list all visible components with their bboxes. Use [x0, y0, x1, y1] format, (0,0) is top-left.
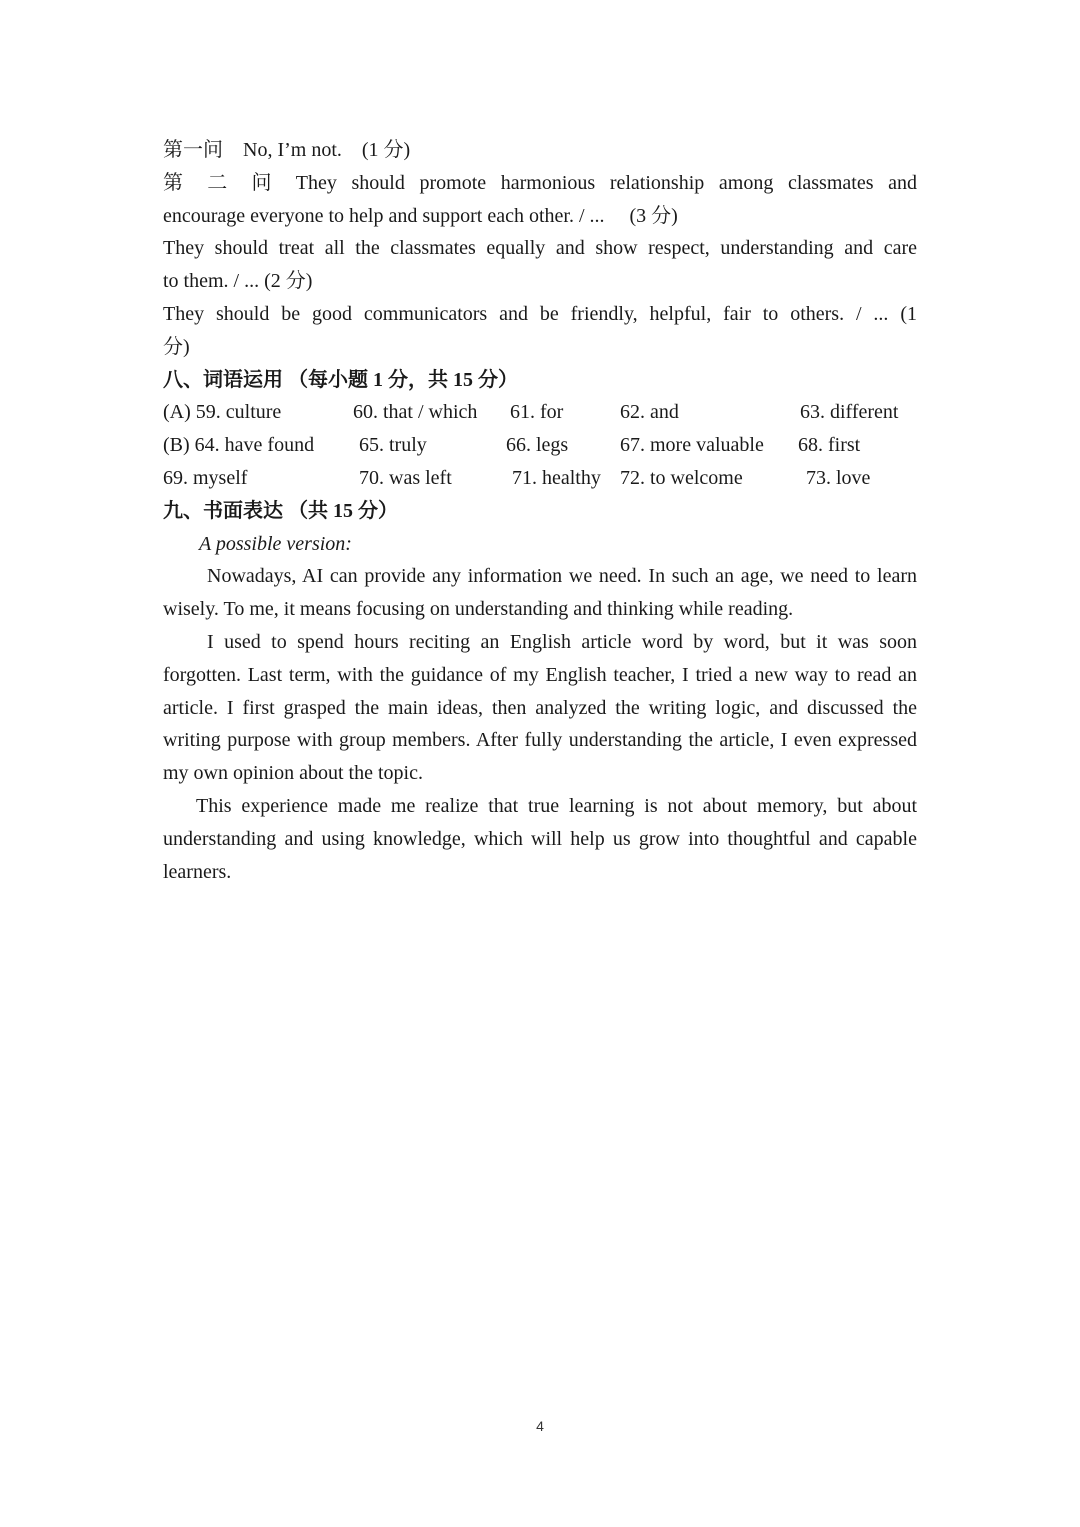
answer-65: 65. truly: [359, 434, 427, 457]
page-number: 4: [536, 1418, 544, 1434]
essay-paragraph-1: Nowadays, AI can provide any information we need. In such an age, we need to learn wisely. To me, it means focusing on understanding and thinking while reading.: [163, 565, 917, 621]
q1-score: (1 分): [361, 139, 411, 161]
answer-59: (A) 59. culture: [163, 401, 282, 424]
q2-line-4: to them. / ... (2 分): [163, 270, 313, 293]
answer-64: (B) 64. have found: [163, 434, 315, 457]
q2-line-3: They should treat all the classmates equally and show respect, understanding and care: [163, 237, 917, 260]
answer-68: 68. first: [798, 434, 861, 457]
section9-heading: 九、书面表达 （共 15 分）: [163, 499, 398, 522]
answer-71: 71. healthy: [512, 466, 601, 489]
answer-72: 72. to welcome: [620, 466, 743, 489]
essay-paragraph-2: I used to spend hours reciting an English article word by word, but it was soon forgotten. Last term, with the guidance of my English teacher, I tried a new way to read an article. I first grasped the main ideas, then analyzed the writing logic, and discussed the writing purpose with group members. After fully understanding the article, I even expressed my own opinion about the topic.: [163, 630, 917, 785]
answer-67: 67. more valuable: [620, 434, 764, 457]
answer-73: 73. love: [806, 466, 871, 489]
possible-version-label: A possible version:: [199, 532, 352, 555]
answer-62: 62. and: [620, 401, 679, 424]
q2-line-2: encourage everyone to help and support each other. / ... (3 分): [163, 204, 678, 227]
answer-61: 61. for: [510, 401, 564, 424]
answer-66: 66. legs: [506, 434, 569, 457]
answer-70: 70. was left: [359, 466, 452, 489]
section8-heading: 八、词语运用 （每小题 1 分，共 15 分）: [163, 368, 518, 391]
q1-answer: No, I’m not.: [243, 139, 342, 161]
q2-line-6: 分): [163, 335, 190, 358]
answer-60: 60. that / which: [353, 401, 478, 424]
answer-row-3: [163, 462, 917, 495]
q2-line-5: They should be good communicators and be friendly, helpful, fair to others. / ... (1: [163, 302, 917, 325]
essay-paragraph-3: This experience made me realize that true learning is not about memory, but about understanding and using knowledge, which will help us grow into thoughtful and capable learners.: [163, 794, 917, 883]
answer-69: 69. myself: [163, 466, 248, 489]
q2-line-1: 第 二 问 They should promote harmonious relationship among classmates and: [163, 171, 917, 194]
answer-63: 63. different: [800, 401, 899, 424]
answer-row-2: [163, 429, 917, 462]
q1-label: 第一问: [163, 139, 223, 161]
answer-row-1: [163, 396, 917, 429]
answer-content: [163, 134, 917, 888]
q1-line: [163, 134, 917, 167]
